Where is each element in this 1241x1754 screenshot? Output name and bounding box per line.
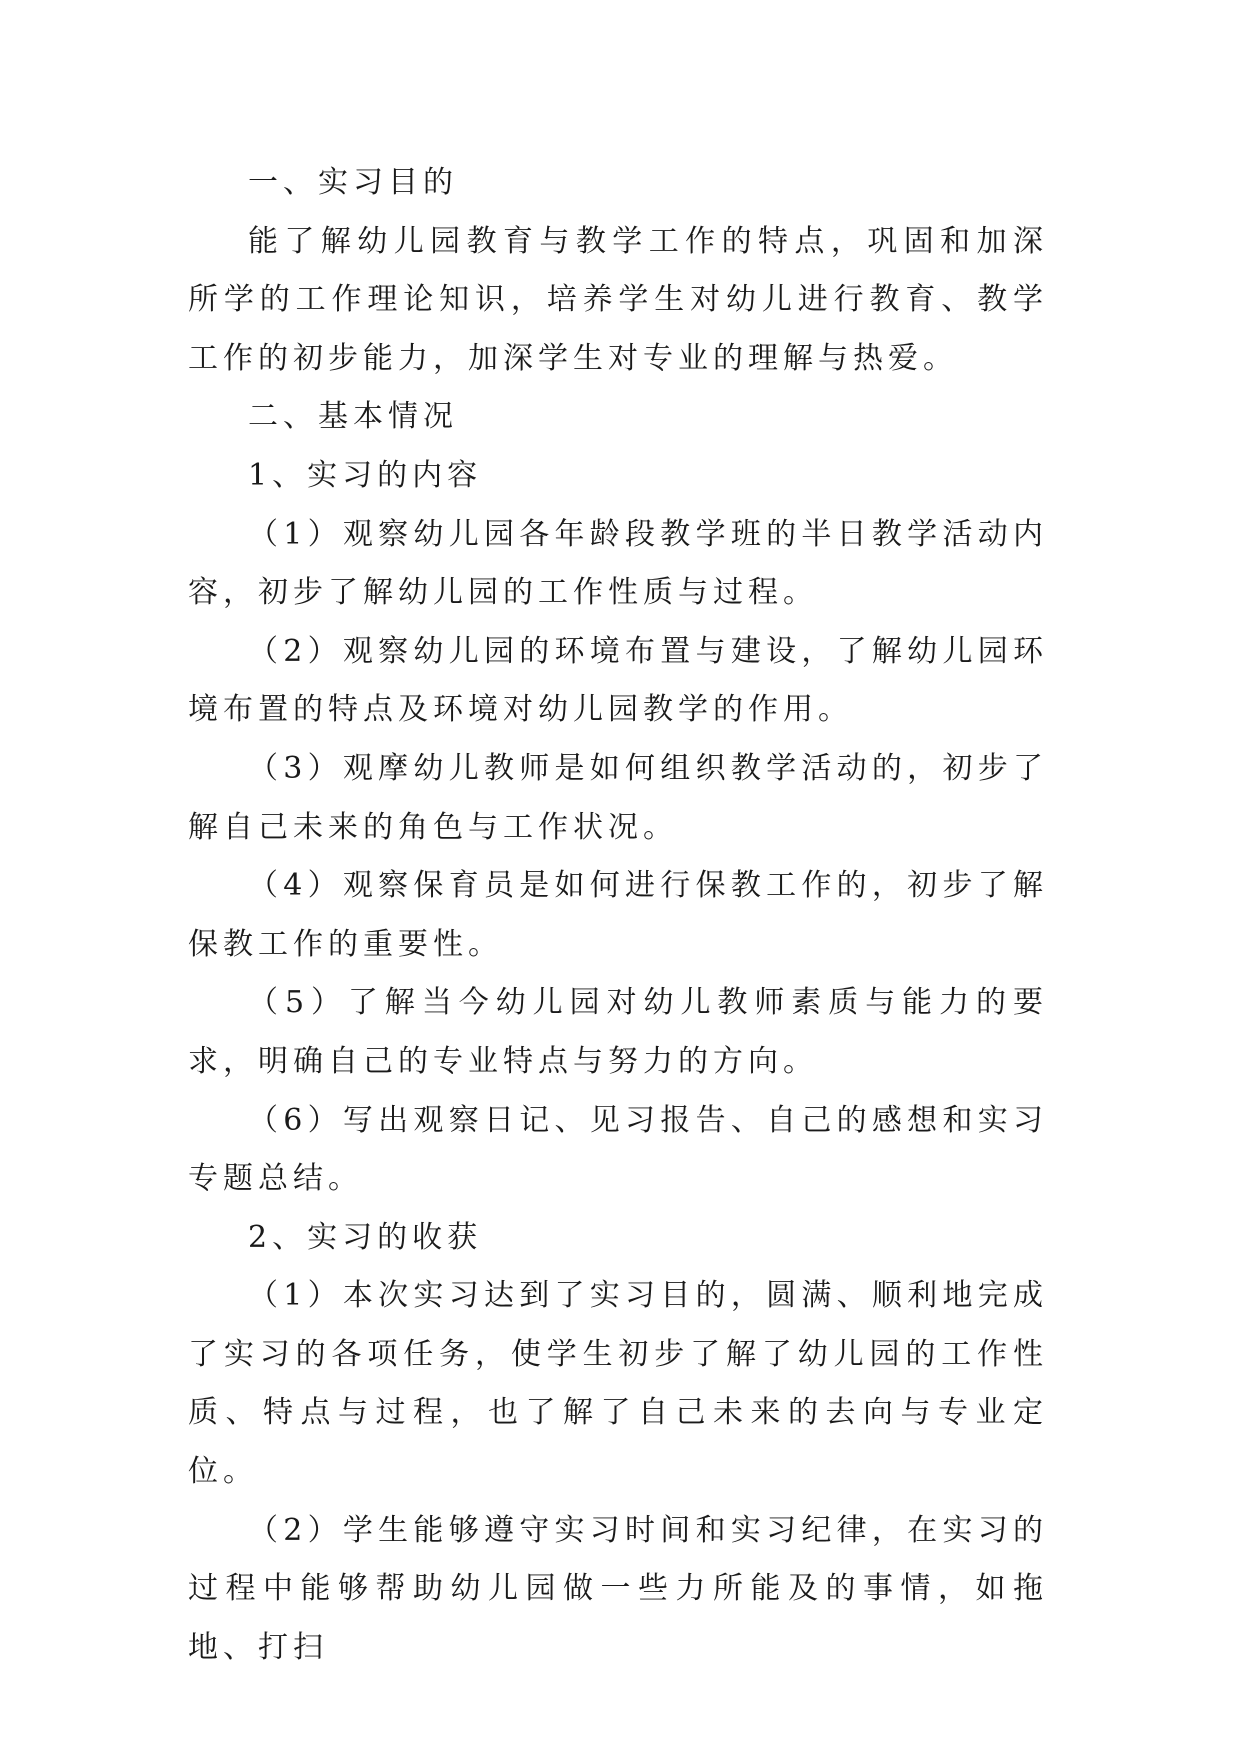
document-body bbox=[188, 154, 1048, 1677]
list-item-content-5: （5）了解当今幼儿园对幼儿教师素质与能力的要求，明确自己的专业特点与努力的方向。 bbox=[188, 985, 1048, 1079]
subheading-internship-content: 1、实习的内容 bbox=[248, 457, 483, 493]
list-item-content-1: （1）观察幼儿园各年龄段教学班的半日教学活动内容，初步了解幼儿园的工作性质与过程。 bbox=[188, 516, 1048, 611]
section-heading-purpose: 一、实习目的 bbox=[248, 165, 458, 200]
list-item-content-6: （6）写出观察日记、见习报告、自己的感想和实习专题总结。 bbox=[188, 1102, 1048, 1197]
list-item-content-2: （2）观察幼儿园的环境布置与建设，了解幼儿园环境布置的特点及环境对幼儿园教学的作用。 bbox=[188, 633, 1048, 728]
list-item-content-3: （3）观摩幼儿教师是如何组织教学活动的，初步了解自己未来的角色与工作状况。 bbox=[188, 750, 1048, 845]
list-item-gains-2: （2）学生能够遵守实习时间和实习纪律，在实习的过程中能够帮助幼儿园做一些力所能及的事情，如拖地、打扫 bbox=[188, 1512, 1048, 1665]
subheading-internship-gains: 2、实习的收获 bbox=[248, 1219, 483, 1255]
section-heading-basic-situation: 二、基本情况 bbox=[248, 399, 458, 435]
list-item-content-4: （4）观察保育员是如何进行保教工作的，初步了解保教工作的重要性。 bbox=[188, 868, 1048, 962]
list-item-gains-1: （1）本次实习达到了实习目的，圆满、顺利地完成了实习的各项任务，使学生初步了解了幼儿园的工作性质、特点与过程，也了解了自己未来的去向与专业定位。 bbox=[188, 1278, 1048, 1490]
paragraph-purpose: 能了解幼儿园教育与教学工作的特点，巩固和加深所学的工作理论知识，培养学生对幼儿进行教育、教学工作的初步能力，加深学生对专业的理解与热爱。 bbox=[188, 223, 1048, 376]
